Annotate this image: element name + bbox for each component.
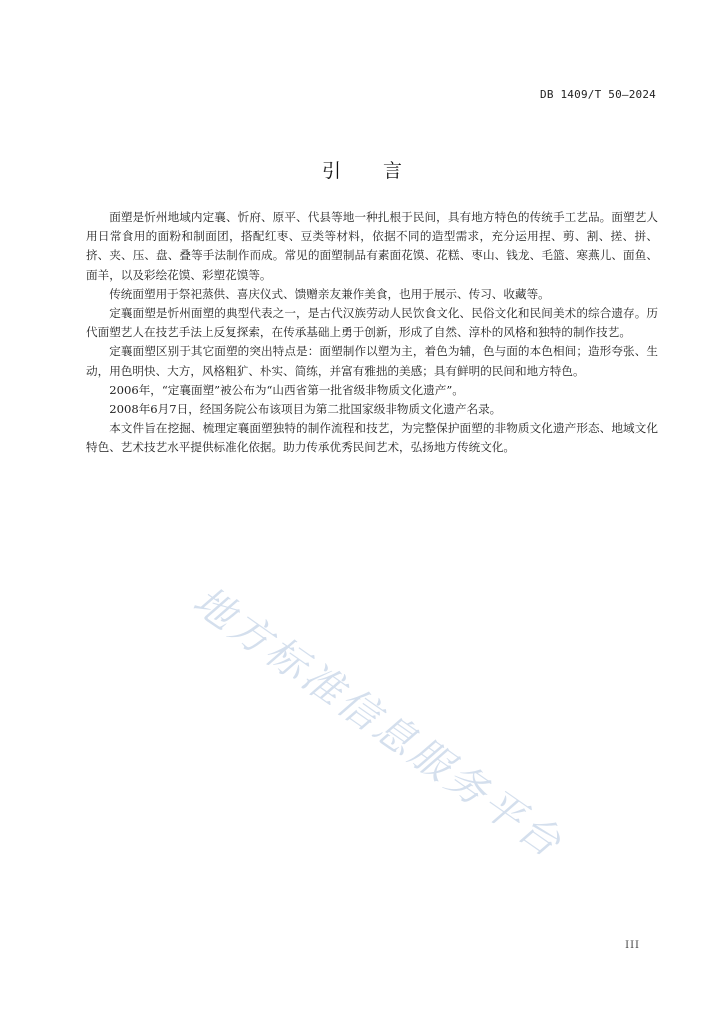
paragraph: 面塑是忻州地域内定襄、忻府、原平、代县等地一种扎根于民间，具有地方特色的传统手工艺品。面塑艺人用日常食用的面粉和制面团，搭配红枣、豆类等材料，依据不同的造型需求，充分运用捏、剪、割、搓、拼、挤、夹、压、盘、叠等手法制作而成。常见的面塑制品有素面花馍、花糕、枣山、钱龙、毛篮、寒燕儿、面鱼、面羊，以及彩绘花馍、彩塑花馍等。 (86, 210, 658, 282)
paragraph: 定襄面塑区别于其它面塑的突出特点是：面塑制作以塑为主，着色为辅，色与面的本色相间；造形夸张、生动，用色明快、大方，风格粗犷、朴实、简练，并富有雅拙的美感；具有鲜明的民间和地方特色。 (86, 344, 658, 378)
section-title: 引言 (321, 160, 444, 182)
paragraph: 本文件旨在挖掘、梳理定襄面塑独特的制作流程和技艺，为完整保护面塑的非物质文化遗产形态、地域文化特色、艺术技艺水平提供标准化依据。助力传承优秀民间艺术，弘扬地方传统文化。 (86, 421, 658, 455)
paragraph: 2006年，“定襄面塑”被公布为“山西省第一批省级非物质文化遗产”。 (109, 382, 464, 397)
page-number: III (625, 940, 640, 951)
paragraph: 2008年6月7日，经国务院公布该项目为第二批国家级非物质文化遗产名录。 (109, 402, 502, 417)
body-text (86, 208, 658, 458)
paragraph: 传统面塑用于祭祀蒸供、喜庆仪式、馈赠亲友兼作美食，也用于展示、传习、收藏等。 (109, 286, 550, 301)
document-code: DB 1409/T 50—2024 (540, 88, 656, 101)
paragraph: 定襄面塑是忻州面塑的典型代表之一，是古代汉族劳动人民饮食文化、民俗文化和民间美术的综合遗存。历代面塑艺人在技艺手法上反复探索，在传承基础上勇于创新，形成了自然、淳朴的风格和独特的制作技艺。 (86, 306, 658, 340)
watermark: 地方标准信息服务平台 (184, 577, 572, 868)
